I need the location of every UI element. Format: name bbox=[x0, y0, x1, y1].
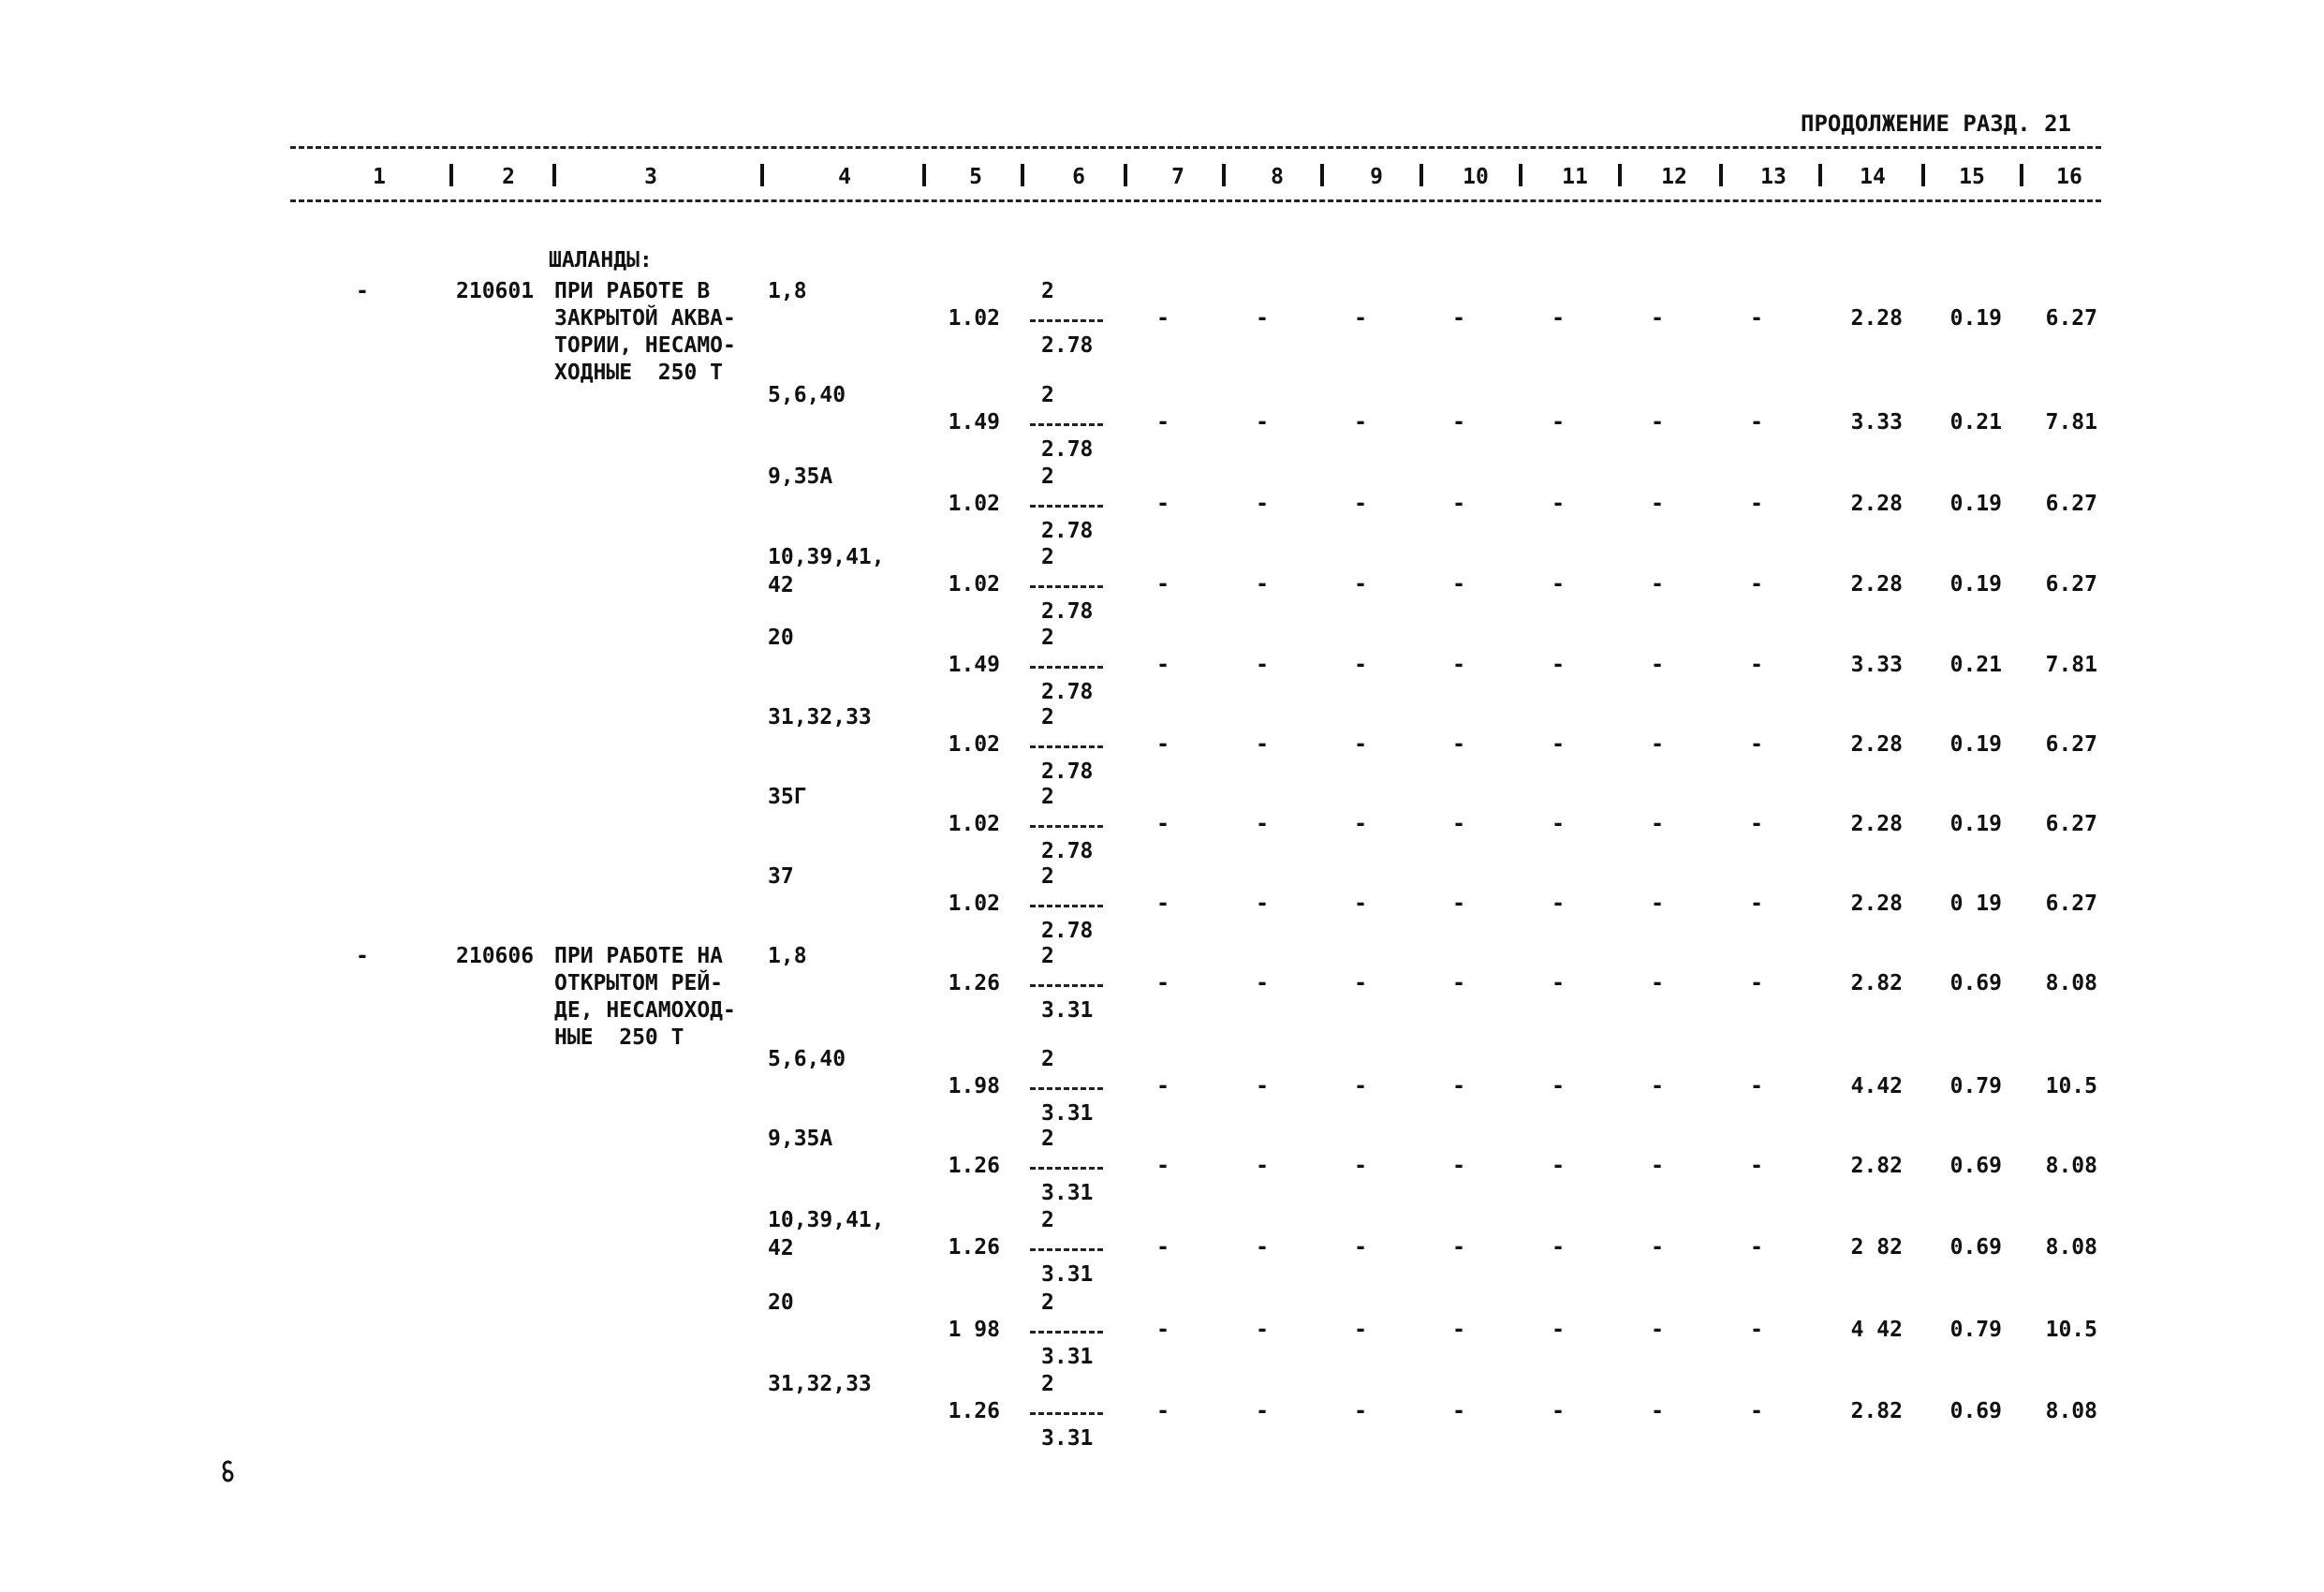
empty-cell-dash: - bbox=[1256, 1399, 1269, 1423]
cell-col14: 2.82 bbox=[1850, 971, 1903, 995]
empty-cell-dash: - bbox=[1256, 732, 1269, 757]
fraction-numerator: 2 bbox=[1041, 785, 1054, 809]
cell-col14: 2.28 bbox=[1850, 306, 1903, 331]
empty-cell-dash: - bbox=[1256, 572, 1269, 597]
empty-cell-dash: - bbox=[1256, 1154, 1269, 1178]
empty-cell-dash: - bbox=[1354, 732, 1367, 757]
empty-cell-dash: - bbox=[1354, 572, 1367, 597]
cell-col15: 0.69 bbox=[1949, 971, 2002, 995]
empty-cell-dash: - bbox=[1452, 1399, 1465, 1423]
empty-cell-dash: - bbox=[1552, 1235, 1565, 1260]
cell-col4: 9,35А bbox=[768, 1127, 833, 1151]
cell-col4: 1,8 bbox=[768, 279, 807, 303]
empty-cell-dash: - bbox=[1750, 653, 1763, 677]
cell-col16: 6.27 bbox=[2045, 892, 2097, 916]
empty-cell-dash: - bbox=[1354, 306, 1367, 331]
fraction-denominator: 3.31 bbox=[1041, 1262, 1094, 1287]
fraction-denominator: 3.31 bbox=[1041, 1345, 1094, 1369]
empty-cell-dash: - bbox=[1651, 306, 1664, 331]
page-number-mark: ꗏ bbox=[221, 1456, 235, 1489]
column-separator bbox=[1818, 164, 1822, 186]
cell-col15: 0.69 bbox=[1949, 1399, 2002, 1423]
cell-col5: 1.02 bbox=[948, 812, 1000, 836]
column-header-4: 4 bbox=[838, 165, 851, 189]
fraction-bar bbox=[1030, 423, 1103, 426]
empty-cell-dash: - bbox=[1750, 1399, 1763, 1423]
column-header-10: 10 bbox=[1463, 165, 1489, 189]
empty-cell-dash: - bbox=[1750, 971, 1763, 995]
cell-col5: 1.02 bbox=[948, 892, 1000, 916]
group-description-line: ЗАКРЫТОЙ АКВА- bbox=[554, 306, 736, 331]
column-separator bbox=[449, 164, 453, 186]
empty-cell-dash: - bbox=[1452, 572, 1465, 597]
cell-col15: 0.21 bbox=[1949, 653, 2002, 677]
cell-col14: 2.28 bbox=[1850, 492, 1903, 516]
empty-cell-dash: - bbox=[1156, 1235, 1169, 1260]
column-separator bbox=[1618, 164, 1622, 186]
empty-cell-dash: - bbox=[1452, 492, 1465, 516]
column-separator bbox=[922, 164, 926, 186]
cell-col14: 2.28 bbox=[1850, 732, 1903, 757]
cell-col14: 2.28 bbox=[1850, 572, 1903, 597]
fraction-numerator: 2 bbox=[1041, 1372, 1054, 1396]
cell-col15: 0.19 bbox=[1949, 812, 2002, 836]
fraction-denominator: 2.78 bbox=[1041, 680, 1094, 704]
page-header: ПРОДОЛЖЕНИЕ РАЗД. 21 bbox=[1801, 111, 2071, 137]
cell-col15: 0.19 bbox=[1949, 572, 2002, 597]
empty-cell-dash: - bbox=[1651, 572, 1664, 597]
cell-col4: 42 bbox=[768, 1236, 794, 1260]
column-header-1: 1 bbox=[373, 165, 386, 189]
empty-cell-dash: - bbox=[1552, 892, 1565, 916]
column-header-5: 5 bbox=[969, 165, 982, 189]
empty-cell-dash: - bbox=[1552, 653, 1565, 677]
cell-col4: 31,32,33 bbox=[768, 1372, 872, 1396]
cell-col4: 5,6,40 bbox=[768, 383, 846, 407]
empty-cell-dash: - bbox=[1354, 812, 1367, 836]
empty-cell-dash: - bbox=[1750, 306, 1763, 331]
group-description-line: НЫЕ 250 Т bbox=[554, 1025, 684, 1050]
column-separator bbox=[1519, 164, 1522, 186]
empty-cell-dash: - bbox=[1552, 1399, 1565, 1423]
empty-cell-dash: - bbox=[1552, 1074, 1565, 1098]
empty-cell-dash: - bbox=[1256, 1074, 1269, 1098]
fraction-numerator: 2 bbox=[1041, 464, 1054, 489]
group-dash: - bbox=[356, 279, 369, 303]
empty-cell-dash: - bbox=[1651, 653, 1664, 677]
cell-col4: 5,6,40 bbox=[768, 1047, 846, 1071]
empty-cell-dash: - bbox=[1552, 410, 1565, 435]
cell-col15: 0.69 bbox=[1949, 1154, 2002, 1178]
empty-cell-dash: - bbox=[1452, 1154, 1465, 1178]
empty-cell-dash: - bbox=[1750, 572, 1763, 597]
fraction-numerator: 2 bbox=[1041, 626, 1054, 650]
fraction-denominator: 3.31 bbox=[1041, 1101, 1094, 1126]
fraction-bar bbox=[1030, 825, 1103, 828]
empty-cell-dash: - bbox=[1256, 892, 1269, 916]
empty-cell-dash: - bbox=[1156, 1154, 1169, 1178]
empty-cell-dash: - bbox=[1354, 892, 1367, 916]
empty-cell-dash: - bbox=[1256, 812, 1269, 836]
empty-cell-dash: - bbox=[1552, 492, 1565, 516]
empty-cell-dash: - bbox=[1452, 410, 1465, 435]
empty-cell-dash: - bbox=[1750, 492, 1763, 516]
fraction-denominator: 2.78 bbox=[1041, 599, 1094, 624]
cell-col5: 1.02 bbox=[948, 306, 1000, 331]
fraction-bar bbox=[1030, 319, 1103, 322]
empty-cell-dash: - bbox=[1651, 892, 1664, 916]
empty-cell-dash: - bbox=[1651, 1399, 1664, 1423]
group-dash: - bbox=[356, 944, 369, 968]
cell-col4: 1,8 bbox=[768, 944, 807, 968]
cell-col16: 7.81 bbox=[2045, 410, 2097, 435]
fraction-numerator: 2 bbox=[1041, 1290, 1054, 1315]
fraction-denominator: 3.31 bbox=[1041, 1426, 1094, 1451]
fraction-denominator: 2.78 bbox=[1041, 839, 1094, 863]
fraction-numerator: 2 bbox=[1041, 864, 1054, 889]
column-separator bbox=[552, 164, 556, 186]
empty-cell-dash: - bbox=[1452, 1318, 1465, 1342]
column-separator bbox=[2020, 164, 2023, 186]
empty-cell-dash: - bbox=[1354, 492, 1367, 516]
cell-col14: 2.28 bbox=[1850, 892, 1903, 916]
fraction-numerator: 2 bbox=[1041, 279, 1054, 303]
cell-col16: 10.5 bbox=[2045, 1318, 2097, 1342]
column-separator bbox=[1419, 164, 1423, 186]
cell-col16: 8.08 bbox=[2045, 1154, 2097, 1178]
empty-cell-dash: - bbox=[1552, 1318, 1565, 1342]
column-separator bbox=[760, 164, 764, 186]
column-separator bbox=[1124, 164, 1127, 186]
fraction-bar bbox=[1030, 1331, 1103, 1334]
empty-cell-dash: - bbox=[1452, 971, 1465, 995]
fraction-denominator: 3.31 bbox=[1041, 998, 1094, 1023]
empty-cell-dash: - bbox=[1750, 410, 1763, 435]
cell-col15: 0.19 bbox=[1949, 306, 2002, 331]
column-header-15: 15 bbox=[1959, 165, 1985, 189]
fraction-numerator: 2 bbox=[1041, 545, 1054, 569]
empty-cell-dash: - bbox=[1354, 971, 1367, 995]
fraction-numerator: 2 bbox=[1041, 944, 1054, 968]
cell-col4: 10,39,41, bbox=[768, 545, 885, 569]
empty-cell-dash: - bbox=[1552, 572, 1565, 597]
group-description-line: ДЕ, НЕСАМОХОД- bbox=[554, 998, 736, 1023]
cell-col14: 2.82 bbox=[1850, 1154, 1903, 1178]
fraction-denominator: 2.78 bbox=[1041, 333, 1094, 358]
cell-col4: 20 bbox=[768, 626, 794, 650]
empty-cell-dash: - bbox=[1354, 1074, 1367, 1098]
cell-col5: 1 98 bbox=[948, 1318, 1000, 1342]
table-header-rule bbox=[290, 199, 2101, 202]
cell-col4: 35Г bbox=[768, 785, 807, 809]
fraction-bar bbox=[1030, 1248, 1103, 1251]
fraction-denominator: 2.78 bbox=[1041, 519, 1094, 543]
cell-col16: 8.08 bbox=[2045, 1399, 2097, 1423]
empty-cell-dash: - bbox=[1651, 732, 1664, 757]
cell-col14: 3.33 bbox=[1850, 653, 1903, 677]
column-header-3: 3 bbox=[644, 165, 657, 189]
empty-cell-dash: - bbox=[1452, 892, 1465, 916]
empty-cell-dash: - bbox=[1156, 732, 1169, 757]
fraction-denominator: 2.78 bbox=[1041, 759, 1094, 784]
empty-cell-dash: - bbox=[1256, 306, 1269, 331]
empty-cell-dash: - bbox=[1750, 892, 1763, 916]
cell-col5: 1.98 bbox=[948, 1074, 1000, 1098]
empty-cell-dash: - bbox=[1750, 1235, 1763, 1260]
empty-cell-dash: - bbox=[1156, 410, 1169, 435]
column-header-14: 14 bbox=[1860, 165, 1886, 189]
column-header-2: 2 bbox=[502, 165, 515, 189]
empty-cell-dash: - bbox=[1256, 1318, 1269, 1342]
empty-cell-dash: - bbox=[1750, 1318, 1763, 1342]
cell-col14: 4.42 bbox=[1850, 1074, 1903, 1098]
cell-col16: 7.81 bbox=[2045, 653, 2097, 677]
cell-col4: 10,39,41, bbox=[768, 1208, 885, 1232]
cell-col15: 0.19 bbox=[1949, 732, 2002, 757]
cell-col14: 2.82 bbox=[1850, 1399, 1903, 1423]
fraction-bar bbox=[1030, 1167, 1103, 1170]
cell-col14: 3.33 bbox=[1850, 410, 1903, 435]
empty-cell-dash: - bbox=[1552, 306, 1565, 331]
cell-col15: 0.69 bbox=[1949, 1235, 2002, 1260]
empty-cell-dash: - bbox=[1651, 1074, 1664, 1098]
cell-col4: 37 bbox=[768, 864, 794, 889]
cell-col16: 6.27 bbox=[2045, 732, 2097, 757]
empty-cell-dash: - bbox=[1750, 732, 1763, 757]
cell-col5: 1.02 bbox=[948, 732, 1000, 757]
empty-cell-dash: - bbox=[1256, 971, 1269, 995]
cell-col15: 0.79 bbox=[1949, 1318, 2002, 1342]
fraction-numerator: 2 bbox=[1041, 1047, 1054, 1071]
cell-col5: 1.26 bbox=[948, 1399, 1000, 1423]
column-header-6: 6 bbox=[1072, 165, 1085, 189]
cell-col16: 8.08 bbox=[2045, 1235, 2097, 1260]
cell-col14: 2 82 bbox=[1850, 1235, 1903, 1260]
cell-col4: 42 bbox=[768, 573, 794, 597]
empty-cell-dash: - bbox=[1256, 1235, 1269, 1260]
column-header-13: 13 bbox=[1760, 165, 1787, 189]
empty-cell-dash: - bbox=[1156, 653, 1169, 677]
column-header-16: 16 bbox=[2056, 165, 2082, 189]
column-separator bbox=[1719, 164, 1723, 186]
column-separator bbox=[1921, 164, 1925, 186]
fraction-numerator: 2 bbox=[1041, 705, 1054, 730]
empty-cell-dash: - bbox=[1651, 410, 1664, 435]
column-separator bbox=[1021, 164, 1024, 186]
empty-cell-dash: - bbox=[1452, 1074, 1465, 1098]
empty-cell-dash: - bbox=[1552, 1154, 1565, 1178]
group-code: 210606 bbox=[456, 944, 535, 968]
fraction-numerator: 2 bbox=[1041, 1127, 1054, 1151]
cell-col15: 0.21 bbox=[1949, 410, 2002, 435]
empty-cell-dash: - bbox=[1156, 492, 1169, 516]
empty-cell-dash: - bbox=[1452, 653, 1465, 677]
empty-cell-dash: - bbox=[1651, 971, 1664, 995]
empty-cell-dash: - bbox=[1750, 812, 1763, 836]
empty-cell-dash: - bbox=[1354, 653, 1367, 677]
cell-col15: 0 19 bbox=[1949, 892, 2002, 916]
group-description-line: ПРИ РАБОТЕ НА bbox=[554, 944, 724, 968]
cell-col16: 6.27 bbox=[2045, 492, 2097, 516]
empty-cell-dash: - bbox=[1651, 1154, 1664, 1178]
empty-cell-dash: - bbox=[1354, 1235, 1367, 1260]
empty-cell-dash: - bbox=[1552, 732, 1565, 757]
group-title: ШАЛАНДЫ: bbox=[549, 248, 653, 273]
empty-cell-dash: - bbox=[1354, 1399, 1367, 1423]
fraction-bar bbox=[1030, 1412, 1103, 1415]
group-description-line: ТОРИИ, НЕСАМО- bbox=[554, 333, 736, 358]
column-header-12: 12 bbox=[1661, 165, 1687, 189]
cell-col14: 4 42 bbox=[1850, 1318, 1903, 1342]
empty-cell-dash: - bbox=[1750, 1154, 1763, 1178]
cell-col16: 8.08 bbox=[2045, 971, 2097, 995]
empty-cell-dash: - bbox=[1354, 1318, 1367, 1342]
cell-col5: 1.26 bbox=[948, 971, 1000, 995]
cell-col5: 1.02 bbox=[948, 572, 1000, 597]
cell-col5: 1.49 bbox=[948, 653, 1000, 677]
empty-cell-dash: - bbox=[1156, 1399, 1169, 1423]
column-header-8: 8 bbox=[1271, 165, 1284, 189]
empty-cell-dash: - bbox=[1256, 492, 1269, 516]
cell-col5: 1.26 bbox=[948, 1154, 1000, 1178]
group-description-line: ХОДНЫЕ 250 Т bbox=[554, 361, 724, 385]
empty-cell-dash: - bbox=[1651, 1235, 1664, 1260]
column-header-9: 9 bbox=[1370, 165, 1383, 189]
empty-cell-dash: - bbox=[1651, 812, 1664, 836]
cell-col16: 10.5 bbox=[2045, 1074, 2097, 1098]
fraction-denominator: 3.31 bbox=[1041, 1181, 1094, 1205]
cell-col4: 20 bbox=[768, 1290, 794, 1315]
group-description-line: ПРИ РАБОТЕ В bbox=[554, 279, 711, 303]
fraction-denominator: 2.78 bbox=[1041, 919, 1094, 943]
cell-col5: 1.26 bbox=[948, 1235, 1000, 1260]
empty-cell-dash: - bbox=[1750, 1074, 1763, 1098]
cell-col4: 31,32,33 bbox=[768, 705, 872, 730]
fraction-numerator: 2 bbox=[1041, 383, 1054, 407]
fraction-bar bbox=[1030, 666, 1103, 669]
empty-cell-dash: - bbox=[1256, 653, 1269, 677]
fraction-denominator: 2.78 bbox=[1041, 437, 1094, 462]
fraction-numerator: 2 bbox=[1041, 1208, 1054, 1232]
empty-cell-dash: - bbox=[1354, 410, 1367, 435]
empty-cell-dash: - bbox=[1552, 971, 1565, 995]
empty-cell-dash: - bbox=[1651, 1318, 1664, 1342]
empty-cell-dash: - bbox=[1156, 1074, 1169, 1098]
empty-cell-dash: - bbox=[1452, 812, 1465, 836]
empty-cell-dash: - bbox=[1452, 732, 1465, 757]
group-code: 210601 bbox=[456, 279, 535, 303]
empty-cell-dash: - bbox=[1156, 306, 1169, 331]
empty-cell-dash: - bbox=[1156, 812, 1169, 836]
empty-cell-dash: - bbox=[1156, 971, 1169, 995]
fraction-bar bbox=[1030, 585, 1103, 588]
cell-col5: 1.49 bbox=[948, 410, 1000, 435]
group-description-line: ОТКРЫТОМ РЕЙ- bbox=[554, 971, 724, 995]
table-top-rule bbox=[290, 146, 2101, 149]
fraction-bar bbox=[1030, 1087, 1103, 1090]
empty-cell-dash: - bbox=[1452, 1235, 1465, 1260]
cell-col16: 6.27 bbox=[2045, 306, 2097, 331]
cell-col16: 6.27 bbox=[2045, 572, 2097, 597]
column-separator bbox=[1320, 164, 1324, 186]
fraction-bar bbox=[1030, 905, 1103, 907]
column-header-7: 7 bbox=[1171, 165, 1184, 189]
empty-cell-dash: - bbox=[1452, 306, 1465, 331]
empty-cell-dash: - bbox=[1156, 572, 1169, 597]
cell-col5: 1.02 bbox=[948, 492, 1000, 516]
cell-col16: 6.27 bbox=[2045, 812, 2097, 836]
cell-col15: 0.79 bbox=[1949, 1074, 2002, 1098]
fraction-bar bbox=[1030, 745, 1103, 748]
cell-col15: 0.19 bbox=[1949, 492, 2002, 516]
cell-col14: 2.28 bbox=[1850, 812, 1903, 836]
empty-cell-dash: - bbox=[1354, 1154, 1367, 1178]
empty-cell-dash: - bbox=[1552, 812, 1565, 836]
column-separator bbox=[1222, 164, 1226, 186]
cell-col4: 9,35А bbox=[768, 464, 833, 489]
fraction-bar bbox=[1030, 505, 1103, 508]
empty-cell-dash: - bbox=[1256, 410, 1269, 435]
column-header-11: 11 bbox=[1562, 165, 1588, 189]
empty-cell-dash: - bbox=[1651, 492, 1664, 516]
empty-cell-dash: - bbox=[1156, 1318, 1169, 1342]
fraction-bar bbox=[1030, 984, 1103, 987]
empty-cell-dash: - bbox=[1156, 892, 1169, 916]
